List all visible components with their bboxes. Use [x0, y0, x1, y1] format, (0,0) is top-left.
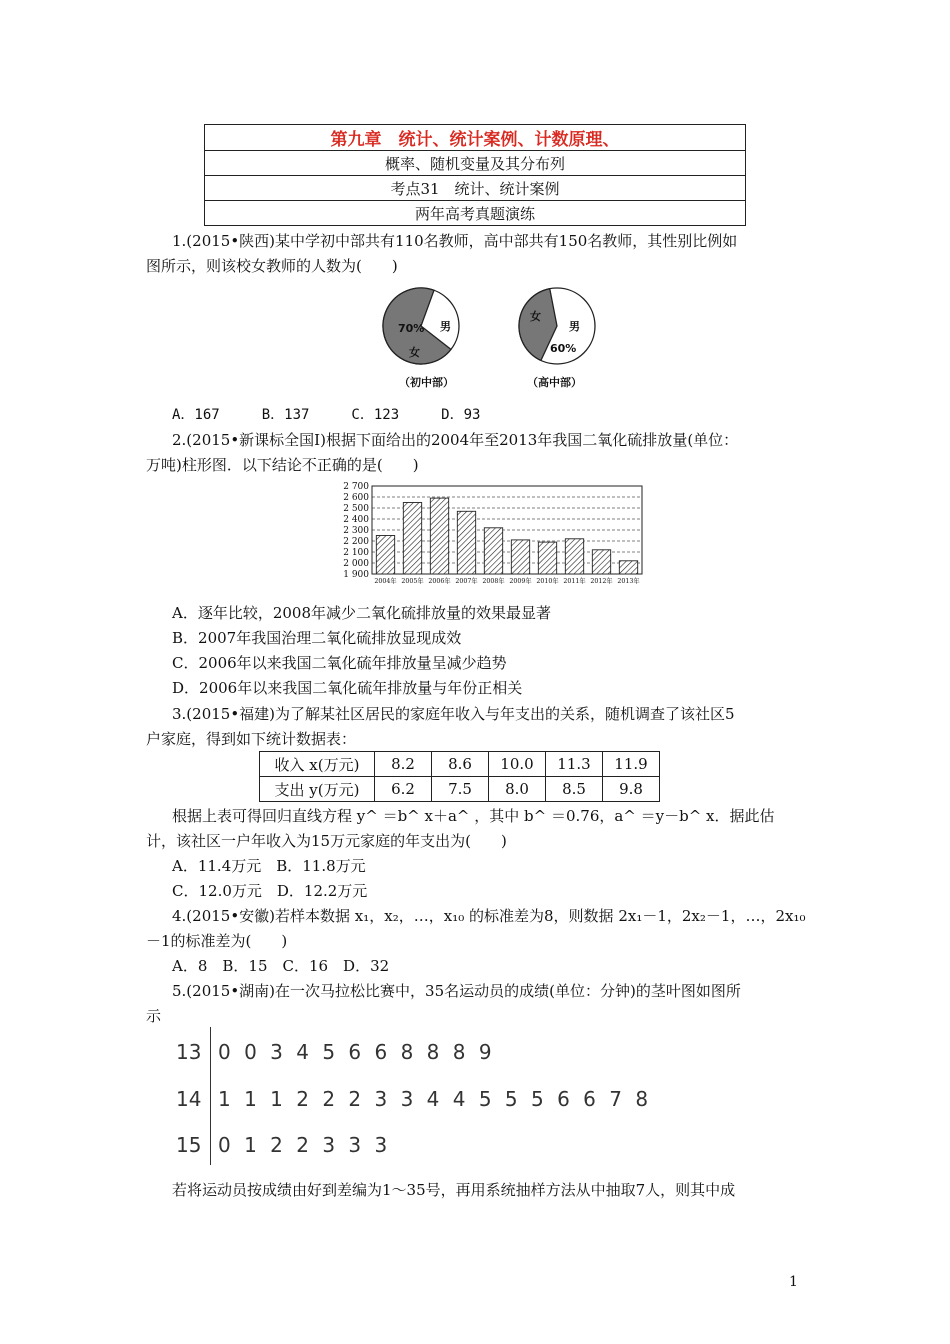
table-cell: 8.2	[375, 752, 432, 777]
pie-senior-caption: （高中部）	[527, 376, 582, 389]
x-tick-label: 2006年	[428, 578, 451, 585]
q4-text-line2: －1的标准差为( )	[146, 932, 288, 950]
table-row	[260, 752, 660, 777]
table-cell: 收入 x(万元)	[260, 752, 375, 777]
bar-2012年	[592, 550, 610, 574]
table-cell: 11.9	[603, 752, 660, 777]
pie-senior-percent: 60%	[550, 342, 577, 355]
bar-2004年	[376, 536, 394, 575]
table-row	[260, 777, 660, 802]
page-number: 1	[789, 1274, 798, 1290]
x-tick-label: 2009年	[509, 578, 532, 585]
table-cell: 6.2	[375, 777, 432, 802]
y-tick-label: 2 400	[343, 515, 369, 525]
pie-senior-male-label: 男	[569, 320, 580, 333]
q3-text-line1: 3.(2015•福建)为了解某社区居民的家庭年收入与年支出的关系，随机调查了该社区5	[172, 705, 735, 723]
bar-2009年	[511, 540, 529, 574]
q3-options-row1: A．11.4万元 B．11.8万元	[172, 857, 366, 875]
q1-text-line1: 1.(2015•陕西)某中学初中部共有110名教师，高中部共有150名教师，其性别比例如	[172, 232, 738, 250]
bar-2007年	[457, 511, 475, 574]
q5-after-line: 若将运动员按成绩由好到差编为1～35号，再用系统抽样方法从中抽取7人，则其中成	[172, 1181, 736, 1199]
pie-junior-percent: 70%	[398, 322, 425, 335]
x-tick-label: 2004年	[374, 578, 397, 585]
bar-2013年	[619, 561, 637, 574]
section-title: 两年高考真题演练	[205, 201, 746, 226]
topic-title: 考点31 统计、统计案例	[205, 176, 746, 201]
y-tick-label: 2 600	[343, 493, 369, 503]
q3-after-line2: 计，该社区一户年收入为15万元家庭的年支出为( )	[146, 832, 507, 850]
bar-2011年	[565, 539, 583, 574]
q3-text-line2: 户家庭，得到如下统计数据表：	[146, 730, 357, 748]
q4-text-line1: 4.(2015•安徽)若样本数据 x₁，x₂，…，x₁₀ 的标准差为8，则数据 2x₁－1，2x₂－1，…，2x₁₀	[172, 907, 806, 925]
q2-option-c: C．2006年以来我国二氧化硫年排放量呈减少趋势	[172, 654, 507, 672]
x-tick-label: 2008年	[482, 578, 505, 585]
table-cell: 7.5	[432, 777, 489, 802]
q3-options-row2: C．12.0万元 D．12.2万元	[172, 882, 368, 900]
q5-text-line1: 5.(2015•湖南)在一次马拉松比赛中，35名运动员的成绩(单位：分钟)的茎叶图如图所	[172, 982, 741, 1000]
table-cell: 8.5	[546, 777, 603, 802]
table-cell: 11.3	[546, 752, 603, 777]
table-cell: 10.0	[489, 752, 546, 777]
chapter-title: 第九章 统计、统计案例、计数原理、	[205, 125, 746, 151]
y-tick-label: 2 300	[343, 526, 369, 536]
table-cell: 支出 y(万元)	[260, 777, 375, 802]
y-tick-label: 2 000	[343, 559, 369, 569]
y-tick-label: 2 200	[343, 537, 369, 547]
q1-text-line2: 图所示，则该校女教师的人数为( )	[146, 257, 398, 275]
bar-2010年	[538, 542, 556, 574]
income-expense-table	[259, 751, 660, 802]
x-tick-label: 2012年	[590, 578, 613, 585]
table-cell: 8.0	[489, 777, 546, 802]
q2-option-b: B．2007年我国治理二氧化硫排放显现成效	[172, 629, 462, 647]
stem-15: 15	[176, 1133, 202, 1157]
y-tick-label: 2 700	[343, 482, 369, 492]
q4-options: A．8 B．15 C．16 D．32	[172, 957, 390, 975]
table-cell: 8.6	[432, 752, 489, 777]
q2-text-line1: 2.(2015•新课标全国Ⅰ)根据下面给出的2004年至2013年我国二氧化硫排放量(单位：	[172, 431, 739, 449]
x-tick-label: 2005年	[401, 578, 424, 585]
bar-2008年	[484, 528, 502, 574]
q2-option-a: A．逐年比较，2008年减少二氧化硫排放量的效果最显著	[172, 604, 552, 622]
chapter-title-table	[204, 124, 746, 226]
x-tick-label: 2013年	[617, 578, 640, 585]
table-cell: 9.8	[603, 777, 660, 802]
bar-2006年	[430, 498, 448, 574]
q1-options: A．167 B．137 C．123 D．93	[172, 407, 481, 423]
q2-text-line2: 万吨)柱形图．以下结论不正确的是( )	[146, 456, 419, 474]
y-tick-label: 1 900	[343, 570, 369, 580]
stem-14: 14	[176, 1087, 202, 1111]
pie-junior-caption: （初中部）	[399, 376, 454, 389]
emission-bar-chart	[330, 478, 650, 594]
pie-senior-female-label: 女	[530, 310, 541, 323]
chapter-subtitle: 概率、随机变量及其分布列	[205, 151, 746, 176]
q3-after-line1: 根据上表可得回归直线方程 y^ ＝b^ x＋a^ ，其中 b^ ＝0.76，a^ ＝y－b^ x．据此估	[172, 807, 775, 825]
q2-option-d: D．2006年以来我国二氧化硫年排放量与年份正相关	[172, 679, 523, 697]
leaves-15: 0 1 2 2 3 3 3	[218, 1133, 389, 1157]
x-tick-label: 2007年	[455, 578, 478, 585]
leaves-14: 1 1 1 2 2 2 3 3 4 4 5 5 5 6 6 7 8	[218, 1087, 650, 1111]
y-tick-label: 2 500	[343, 504, 369, 514]
y-tick-label: 2 100	[343, 548, 369, 558]
bar-2005年	[403, 503, 421, 575]
q5-text-line2: 示	[146, 1007, 162, 1025]
leaves-13: 0 0 3 4 5 6 6 8 8 8 9	[218, 1040, 493, 1064]
pie-junior-male-label: 男	[440, 320, 451, 333]
stem-leaf-divider	[210, 1027, 211, 1165]
stem-13: 13	[176, 1040, 202, 1064]
pie-junior-female-label: 女	[409, 346, 420, 359]
x-tick-label: 2011年	[563, 578, 586, 585]
x-tick-label: 2010年	[536, 578, 559, 585]
